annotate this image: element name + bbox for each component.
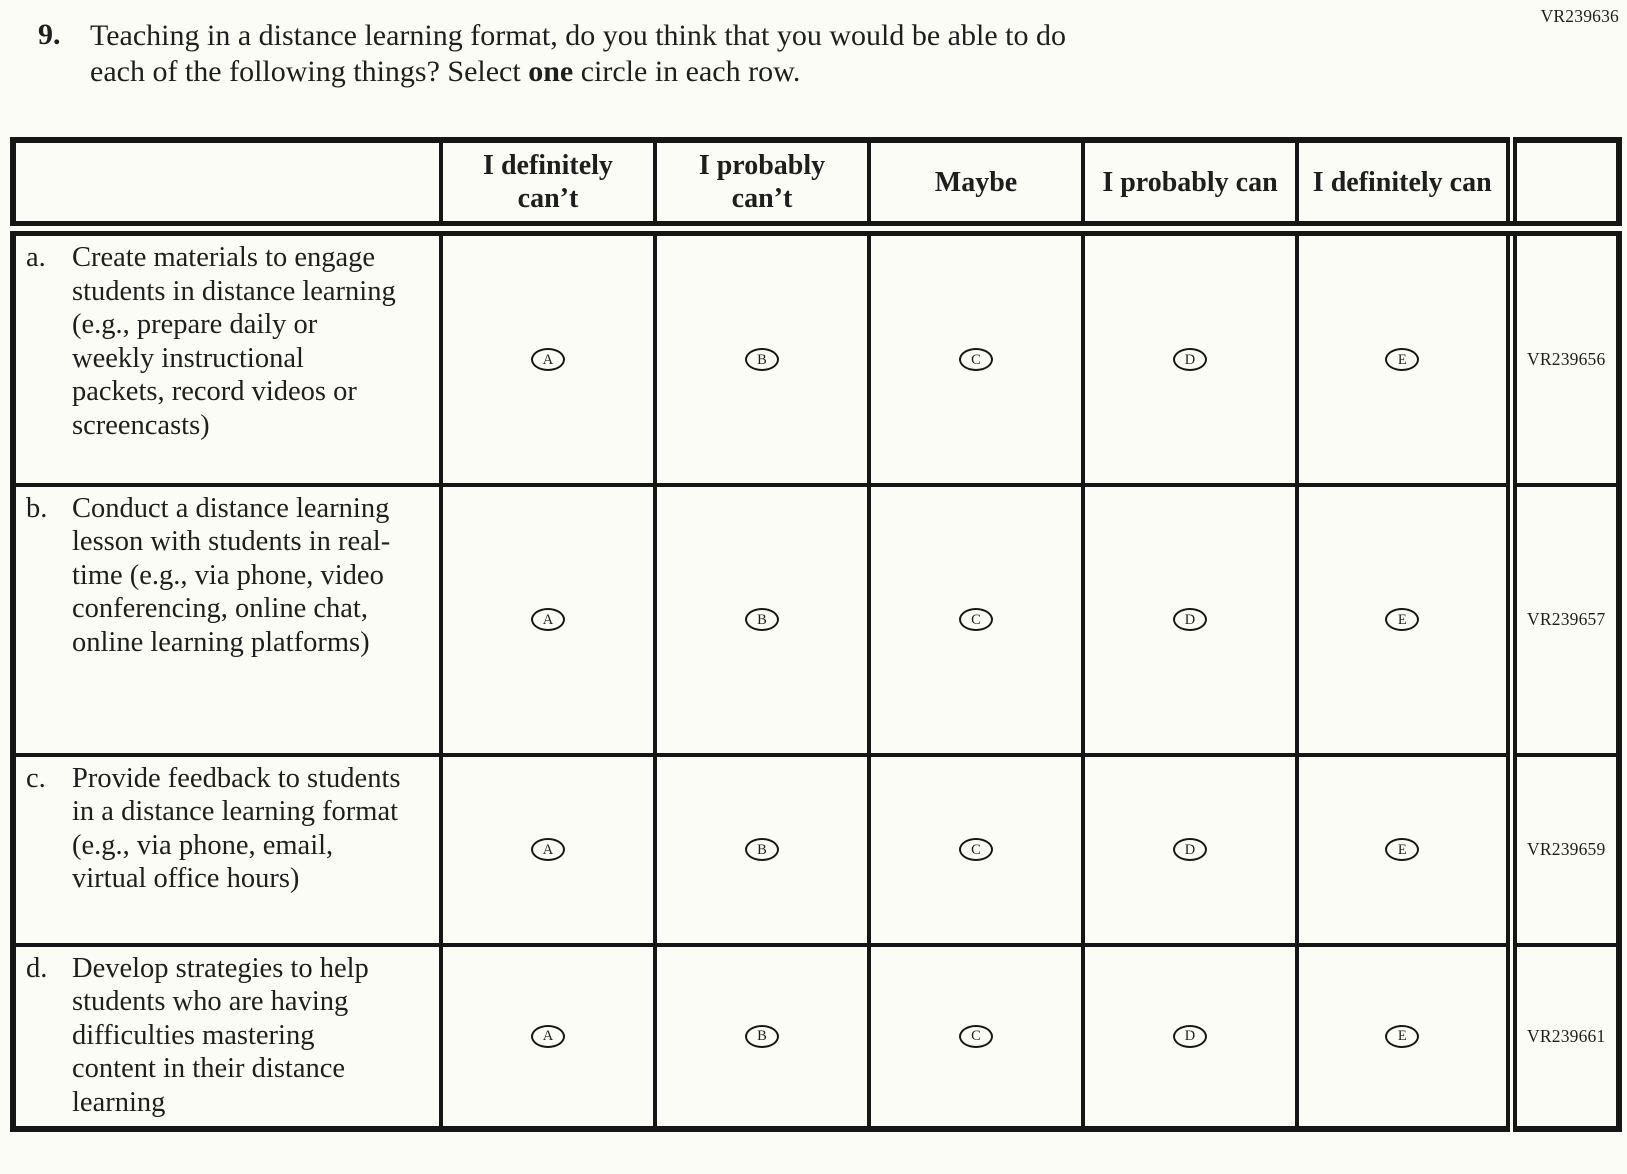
bubble-option-d[interactable]: D [1173,348,1207,371]
question-number: 9. [38,18,61,51]
header-code-cell [1511,140,1619,229]
row-text: Develop strategies to help students who are having difficulties mastering content in their distance learning [72,952,369,1118]
answer-cell-b4 [1083,485,1297,755]
row-variable-code: VR239659 [1511,755,1619,945]
answer-cell-c4 [1083,755,1297,945]
bubble-option-a[interactable]: A [531,608,565,631]
table-row-d [13,945,1619,1129]
bubble-option-a[interactable]: A [531,838,565,861]
bubble-option-d[interactable]: D [1173,838,1207,861]
bubble-option-c[interactable]: C [959,348,993,371]
answer-cell-d4 [1083,945,1297,1129]
row-text: Create materials to engage students in distance learning (e.g., prepare daily or weekly instructional packets, record videos or screencasts) [72,242,396,441]
row-label-cell [13,755,441,945]
question-line2-start: each of the following things? Select [90,55,529,88]
row-text: Provide feedback to students in a distance learning format (e.g., via phone, email, virtual office hours) [72,762,401,894]
answer-cell-b1 [441,485,655,755]
column-header-definitely-cant: I definitely can’t [441,140,655,229]
bubble-option-e[interactable]: E [1385,1025,1419,1048]
column-header-definitely-can: I definitely can [1297,140,1511,229]
column-header-probably-cant: I probably can’t [655,140,869,229]
page-variable-code: VR239636 [1540,6,1619,26]
row-label-cell [13,485,441,755]
answer-cell-a5 [1297,229,1511,485]
response-matrix-table [10,137,1622,1132]
row-variable-code: VR239657 [1511,485,1619,755]
bubble-option-a[interactable]: A [531,1025,565,1048]
answer-cell-a1 [441,229,655,485]
row-letter: d. [26,952,48,984]
bubble-option-c[interactable]: C [959,608,993,631]
column-header-probably-can: I probably can [1083,140,1297,229]
answer-cell-b5 [1297,485,1511,755]
bubble-option-b[interactable]: B [745,608,779,631]
column-header-maybe: Maybe [869,140,1083,229]
answer-cell-d1 [441,945,655,1129]
answer-cell-b2 [655,485,869,755]
row-variable-code: VR239661 [1511,945,1619,1129]
table-row-a [13,229,1619,485]
answer-cell-a3 [869,229,1083,485]
bubble-option-b[interactable]: B [745,348,779,371]
answer-cell-c1 [441,755,655,945]
answer-cell-d2 [655,945,869,1129]
answer-cell-a4 [1083,229,1297,485]
header-empty-cell [13,140,441,229]
answer-cell-d3 [869,945,1083,1129]
question-line2-end: circle in each row. [573,55,801,88]
answer-cell-a2 [655,229,869,485]
bubble-option-e[interactable]: E [1385,348,1419,371]
bubble-option-d[interactable]: D [1173,608,1207,631]
answer-cell-b3 [869,485,1083,755]
question-block [38,18,1066,90]
table-row-b [13,485,1619,755]
bubble-option-c[interactable]: C [959,1025,993,1048]
answer-cell-c2 [655,755,869,945]
bubble-option-b[interactable]: B [745,838,779,861]
row-letter: a. [26,242,46,273]
question-line1: Teaching in a distance learning format, do you think that you would be able to do [90,19,1066,52]
bubble-option-e[interactable]: E [1385,608,1419,631]
question-bold-word: one [528,55,574,88]
row-label-cell [13,229,441,485]
answer-cell-c5 [1297,755,1511,945]
row-letter: b. [26,492,48,524]
answer-cell-d5 [1297,945,1511,1129]
bubble-option-d[interactable]: D [1173,1025,1207,1048]
row-label-cell [13,945,441,1129]
question-text [90,18,1066,90]
row-variable-code: VR239656 [1511,229,1619,485]
bubble-option-b[interactable]: B [745,1025,779,1048]
answer-cell-c3 [869,755,1083,945]
row-letter: c. [26,762,46,794]
table-row-c [13,755,1619,945]
bubble-option-a[interactable]: A [531,348,565,371]
bubble-option-e[interactable]: E [1385,838,1419,861]
bubble-option-c[interactable]: C [959,838,993,861]
header-row [13,140,1619,229]
row-text: Conduct a distance learning lesson with students in real-time (e.g., via phone, video conferencing, online chat, online learning platforms) [72,492,391,658]
